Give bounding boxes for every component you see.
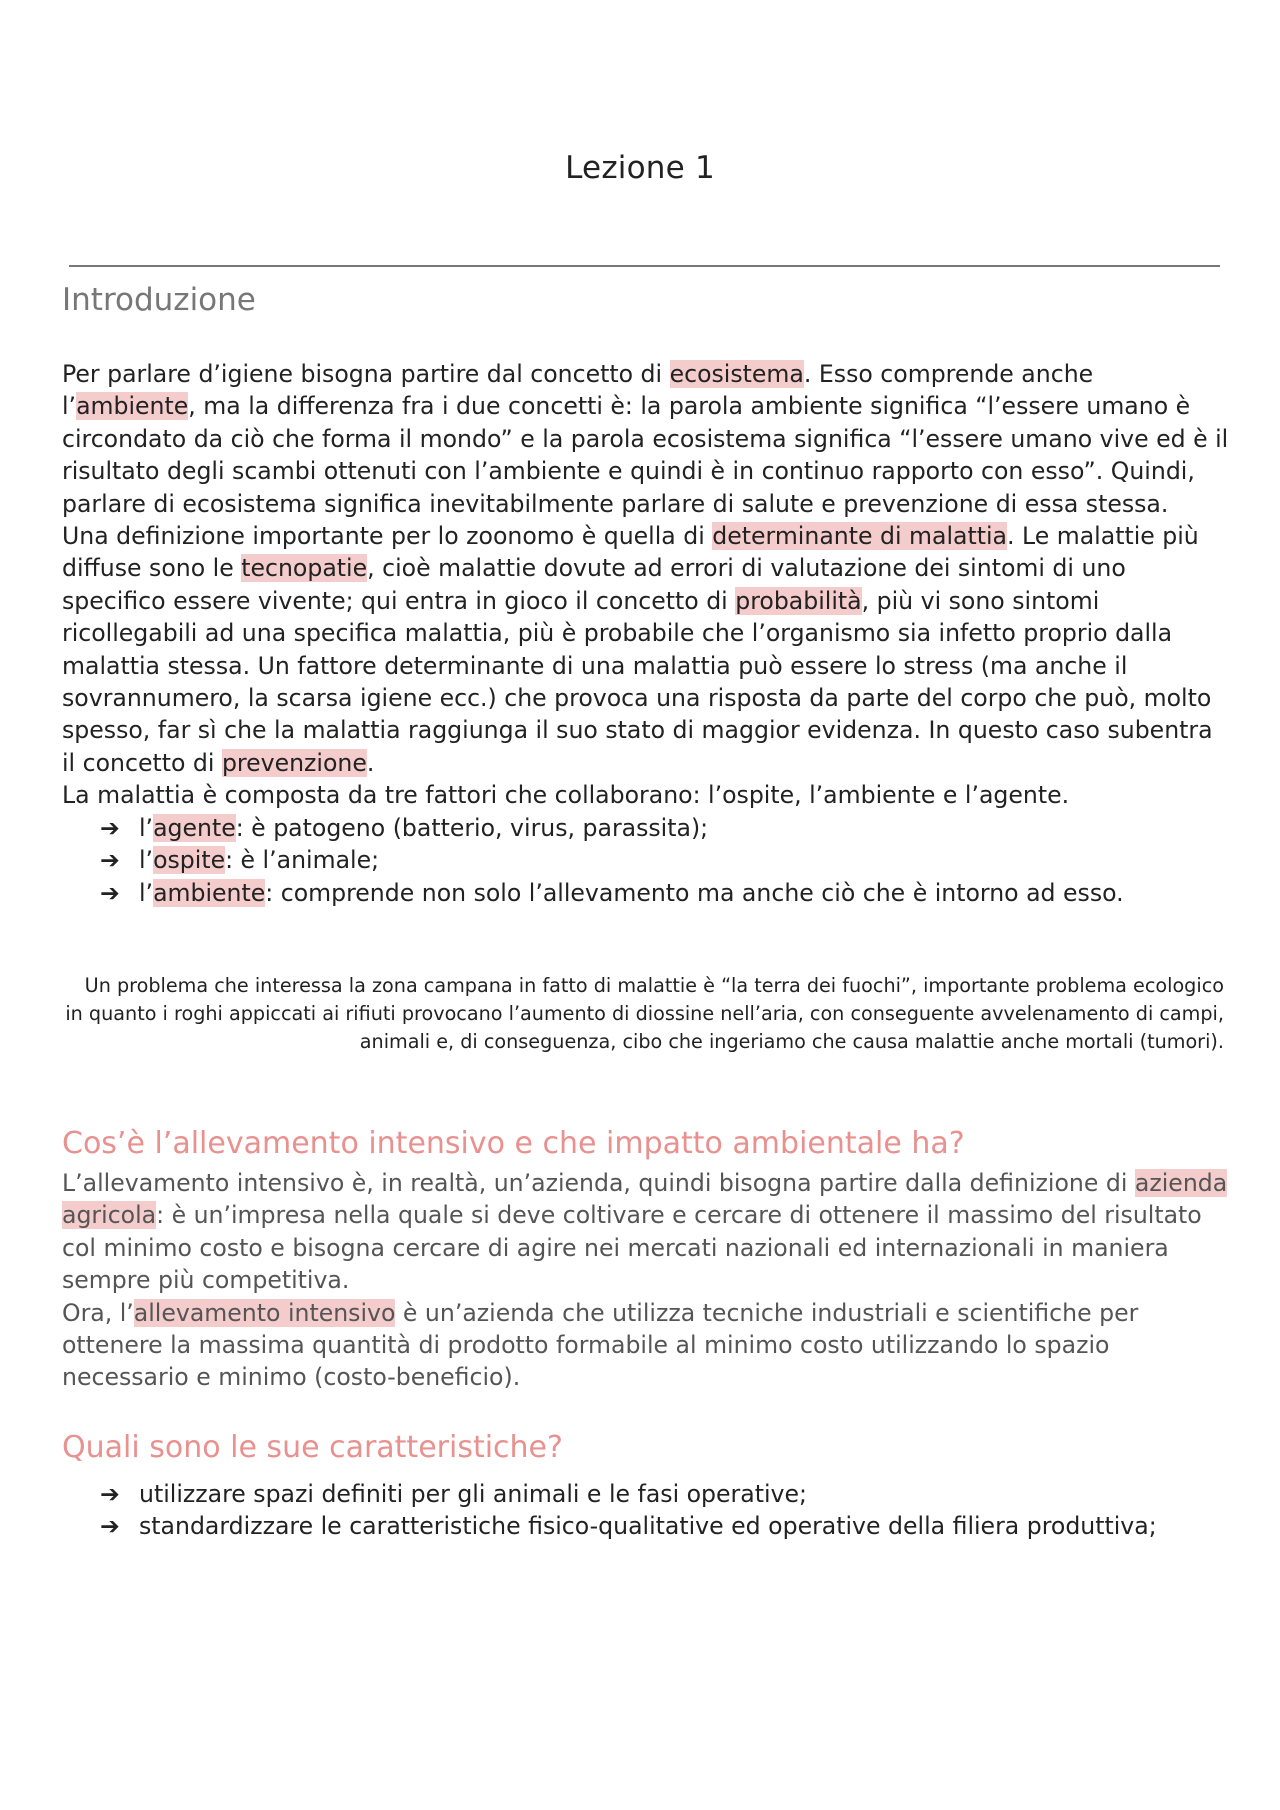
- list-item: ➔ l’agente: è patogeno (batterio, virus, parassita);: [62, 812, 1230, 844]
- characteristics-list: [62, 1478, 1230, 1543]
- highlight-term: ambiente: [76, 392, 189, 421]
- highlight-term: probabilità: [735, 586, 862, 615]
- highlight-term: ecosistema: [669, 360, 804, 388]
- list-item: ➔ utilizzare spazi definiti per gli animali e le fasi operative;: [62, 1478, 1230, 1510]
- arrow-icon: ➔: [100, 813, 120, 842]
- list-item: ➔ standardizzare le caratteristiche fisico-qualitative ed operative della filiera produttiva;: [62, 1510, 1230, 1542]
- intro-paragraph-1: Per parlare d’igiene bisogna partire dal concetto di ecosistema. Esso comprende anche l’ambiente, ma la differenza fra i due concetti è: la parola ambiente significa “l’essere umano è circondato da ciò che forma il mondo” e la parola ecosistema significa “l’essere umano vive ed è il risultato degli scambi ottenuti con l’ambiente e quindi è in continuo rapporto con esso”. Quindi, parlare di ecosistema significa inevitabilmente parlare di salute e prevenzione di essa stessa.: [62, 360, 1229, 518]
- arrow-icon: ➔: [100, 1480, 120, 1508]
- list-item: ➔ l’ospite: è l’animale;: [62, 844, 1230, 876]
- section-heading-characteristics: Quali sono le sue caratteristiche?: [62, 1430, 563, 1465]
- intro-body: [62, 358, 1230, 909]
- arrow-icon: ➔: [100, 1512, 120, 1541]
- highlight-term: allevamento intensivo: [133, 1298, 396, 1327]
- page-title: Lezione 1: [565, 150, 715, 186]
- highlight-term: ambiente: [153, 878, 266, 907]
- intro-paragraph-2: Una definizione importante per lo zoonomo è quella di determinante di malattia. Le malattie più diffuse sono le tecnopatie, cioè malattie dovute ad errori di valutazione dei sintomi di uno specifico essere vivente; qui entra in gioco il concetto di probabilità, più vi sono sintomi ricollegabili ad una specifica malattia, più è probabile che l’organismo sia infetto proprio dalla malattia stessa. Un fattore determinante di una malattia può essere lo stress (ma anche il sovrannumero, la scarsa igiene ecc.) che provoca una risposta da parte del corpo che può, molto spesso, far sì che la malattia raggiunga il suo stato di maggior evidenza. In questo caso subentra il concetto di prevenzione.: [62, 522, 1213, 777]
- section2-paragraph-1: L’allevamento intensivo è, in realtà, un’azienda, quindi bisogna partire dalla definizione di azienda agricola: è un’impresa nella quale si deve coltivare e cercare di ottenere il massimo del risultato col minimo costo e bisogna cercare di agire nei mercati nazionali ed internazionali in maniera sempre più competitiva.: [62, 1169, 1228, 1295]
- intro-paragraph-3: La malattia è composta da tre fattori che collaborano: l’ospite, l’ambiente e l’agente.: [62, 781, 1070, 810]
- highlight-term: agente: [153, 813, 236, 842]
- highlight-term: ospite: [153, 846, 226, 875]
- section3-body: [62, 1478, 1230, 1543]
- highlight-term: determinante di malattia: [712, 522, 1007, 551]
- arrow-icon: ➔: [100, 878, 120, 907]
- list-item: ➔ l’ambiente: comprende non solo l’allevamento ma anche ciò che è intorno ad esso.: [62, 877, 1230, 909]
- factor-list: [62, 812, 1230, 909]
- highlight-term: tecnopatie: [241, 554, 368, 583]
- section-heading-intro: Introduzione: [62, 282, 256, 318]
- section2-body: [62, 1167, 1230, 1394]
- section2-paragraph-2: Ora, l’allevamento intensivo è un’azienda che utilizza tecniche industriali e scientifiche per ottenere la massima quantità di prodotto formabile al minimo costo utilizzando lo spazio necessario e minimo (costo-beneficio).: [62, 1298, 1139, 1392]
- divider: [69, 265, 1220, 267]
- arrow-icon: ➔: [100, 846, 120, 875]
- section-heading-intensive-farming: Cos’è l’allevamento intensivo e che impatto ambientale ha?: [62, 1126, 965, 1161]
- highlight-term: azienda agricola: [62, 1169, 1228, 1230]
- highlight-term: prevenzione: [221, 748, 367, 777]
- side-note: Un problema che interessa la zona campana in fatto di malattie è “la terra dei fuochi”, importante problema ecologico in quanto i roghi appiccati ai rifiuti provocano l’aumento di diossine nell’aria, con conseguente avvelenamento di campi, animali e, di conseguenza, cibo che ingeriamo che causa malattie anche mortali (tumori).: [65, 974, 1224, 1053]
